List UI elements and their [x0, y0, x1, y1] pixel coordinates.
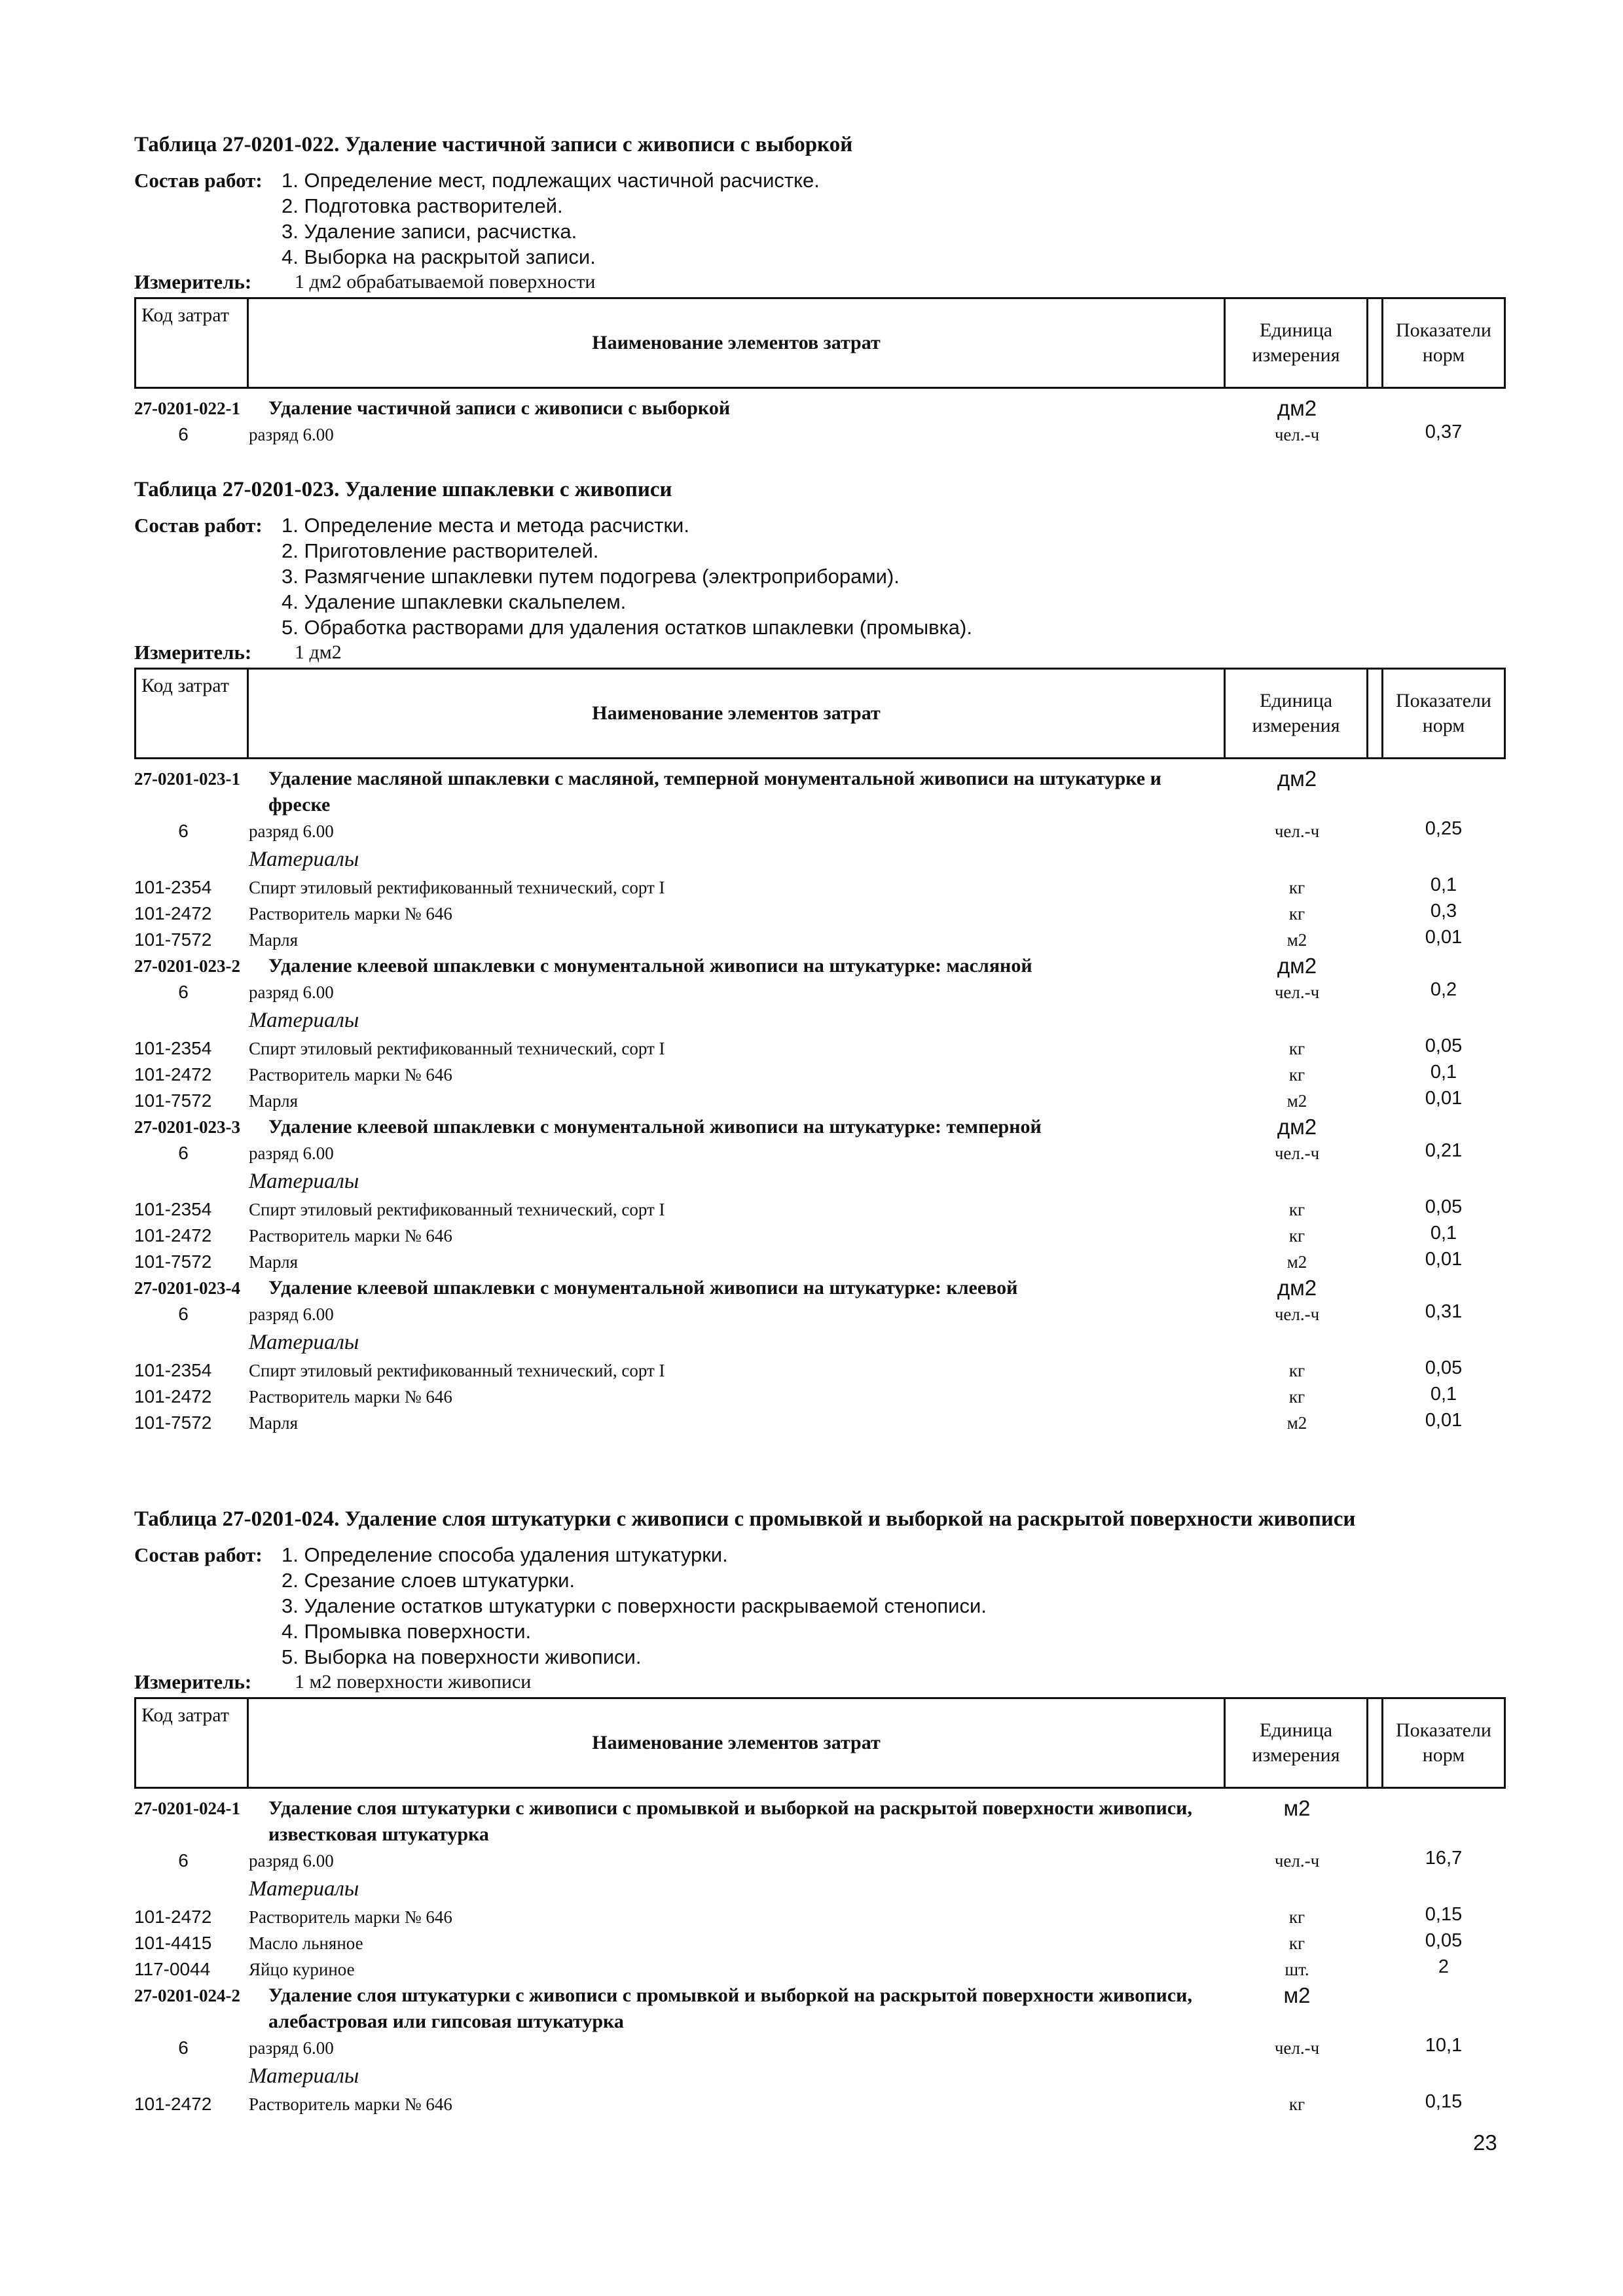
- step: 1. Определение способа удаления штукатурки.: [282, 1543, 728, 1566]
- unit: кг: [1288, 1933, 1305, 1953]
- norm-value: 0,01: [1425, 1410, 1463, 1431]
- cost-code: 27-0201-023-3: [134, 1117, 240, 1137]
- cost-code: 101-2354: [134, 877, 212, 897]
- cost-code: 27-0201-024-1: [134, 1799, 240, 1818]
- norm-value: 0,01: [1425, 1088, 1463, 1109]
- cost-element-name: Растворитель марки № 646: [249, 2094, 452, 2114]
- composition-steps: [282, 1542, 987, 1670]
- step: 2. Приготовление растворителей.: [282, 539, 599, 562]
- cost-code: 101-2472: [134, 2094, 212, 2114]
- meter: [134, 1670, 1506, 1695]
- header-unit: Единица измерения: [1226, 1699, 1368, 1787]
- meter-label: Измеритель:: [134, 1670, 252, 1693]
- cost-element-name: разряд 6.00: [249, 1304, 334, 1324]
- cost-code: 101-2472: [134, 1225, 212, 1246]
- cost-code: 101-2354: [134, 1038, 212, 1058]
- cost-element-name: Спирт этиловый ректификованный технический, сорт I: [249, 878, 665, 897]
- cost-element-name: Спирт этиловый ректификованный технический, сорт I: [249, 1200, 665, 1219]
- cost-code: 6: [178, 821, 189, 841]
- cost-code: 6: [178, 1304, 189, 1324]
- cost-code: 101-2472: [134, 1907, 212, 1927]
- cost-element-name: Яйцо куриное: [249, 1960, 355, 1979]
- work-composition: [134, 512, 1506, 640]
- unit: кг: [1288, 1200, 1305, 1219]
- unit: м2: [1286, 1252, 1307, 1272]
- composition-steps: [282, 168, 820, 270]
- cost-element-name: Удаление слоя штукатурки с живописи с промывкой и выборкой на раскрытой поверхности живописи, алебастровая или гипсовая штукатурка: [268, 1984, 1192, 2032]
- header-norm: Показатели норм: [1381, 299, 1506, 387]
- cost-element-name: Материалы: [249, 2064, 359, 2088]
- unit: дм2: [1277, 1115, 1317, 1139]
- cost-element-name: разряд 6.00: [249, 1143, 334, 1163]
- table-body: [134, 766, 1506, 1436]
- norm-value: 0,05: [1425, 1930, 1463, 1951]
- unit: шт.: [1285, 1960, 1309, 1979]
- table-row: [134, 422, 1506, 448]
- cost-element-name: Растворитель марки № 646: [249, 1065, 452, 1085]
- cost-element-name: Удаление слоя штукатурки с живописи с промывкой и выборкой на раскрытой поверхности живописи, известковая штукатурка: [268, 1797, 1192, 1845]
- table-body: [134, 395, 1506, 448]
- step: 2. Подготовка растворителей.: [282, 194, 563, 217]
- norm-value: 0,31: [1425, 1301, 1463, 1322]
- cost-element-name: Марля: [249, 1413, 299, 1433]
- table-row-materials-heading: [134, 1874, 1506, 1904]
- table-row-materials-heading: [134, 2061, 1506, 2091]
- table-row-materials-heading: [134, 844, 1506, 874]
- unit: кг: [1288, 1039, 1305, 1058]
- header-name: Наименование элементов затрат: [249, 1699, 1226, 1787]
- header-norm: Показатели норм: [1381, 1699, 1506, 1787]
- norm-value: 0,1: [1430, 1062, 1457, 1083]
- unit: дм2: [1277, 1276, 1317, 1300]
- step: 1. Определение мест, подлежащих частичной расчистке.: [282, 169, 820, 192]
- work-composition: [134, 168, 1506, 270]
- cost-code: 101-7572: [134, 1251, 212, 1272]
- step: 5. Обработка растворами для удаления остатков шпаклевки (промывка).: [282, 616, 972, 639]
- table-row: [134, 1140, 1506, 1166]
- cost-code: 6: [178, 2037, 189, 2058]
- table-title: Таблица 27-0201-023. Удаление шпаклевки с живописи: [134, 478, 672, 501]
- table-row-item: [134, 766, 1506, 818]
- unit: кг: [1288, 2094, 1305, 2114]
- table-row: [134, 1848, 1506, 1874]
- norm-value: 0,1: [1430, 874, 1457, 895]
- unit: м2: [1283, 1983, 1311, 2007]
- table-row-materials-heading: [134, 1327, 1506, 1357]
- cost-element-name: Материалы: [249, 1877, 359, 1901]
- cost-code: 6: [178, 982, 189, 1002]
- cost-element-name: Растворитель марки № 646: [249, 1226, 452, 1246]
- cost-element-name: Удаление клеевой шпаклевки с монументальной живописи на штукатурке: масляной: [268, 955, 1032, 977]
- table-row-item: [134, 1275, 1506, 1301]
- cost-element-name: Растворитель марки № 646: [249, 1907, 452, 1927]
- meter: [134, 640, 1506, 665]
- cost-element-name: Материалы: [249, 848, 359, 871]
- unit: кг: [1288, 1226, 1305, 1246]
- table-section-022: [134, 131, 1506, 448]
- table-row: [134, 818, 1506, 844]
- unit: чел.-ч: [1274, 982, 1320, 1002]
- unit: м2: [1286, 930, 1307, 950]
- cost-element-name: разряд 6.00: [249, 1851, 334, 1871]
- step: 3. Удаление записи, расчистка.: [282, 220, 577, 243]
- table-title: Таблица 27-0201-022. Удаление частичной записи с живописи с выборкой: [134, 133, 853, 156]
- meter: [134, 270, 1506, 295]
- composition-steps: [282, 512, 972, 640]
- work-composition: [134, 1542, 1506, 1670]
- header-norm: Показатели норм: [1381, 670, 1506, 757]
- meter-value: 1 дм2 обрабатываемой поверхности: [295, 271, 596, 293]
- unit: кг: [1288, 1065, 1305, 1085]
- norm-value: 2: [1438, 1956, 1450, 1977]
- cost-element-name: Масло льняное: [249, 1933, 363, 1953]
- meter-label: Измеритель:: [134, 641, 252, 664]
- unit: м2: [1286, 1413, 1307, 1433]
- cost-element-name: Удаление частичной записи с живописи с выборкой: [268, 397, 731, 419]
- cost-code: 27-0201-023-1: [134, 769, 240, 789]
- table-row: [134, 1062, 1506, 1088]
- cost-code: 101-7572: [134, 1412, 212, 1433]
- norm-value: 0,2: [1430, 979, 1457, 1000]
- norm-value: 0,21: [1425, 1140, 1463, 1161]
- table-row: [134, 1410, 1506, 1436]
- norm-value: 0,05: [1425, 1035, 1463, 1056]
- table-row: [134, 1384, 1506, 1410]
- norm-value: 10,1: [1425, 2035, 1463, 2056]
- cost-element-name: разряд 6.00: [249, 425, 334, 444]
- table-header: [134, 297, 1506, 389]
- table-row-item: [134, 953, 1506, 979]
- step: 3. Размягчение шпаклевки путем подогрева (электроприборами).: [282, 565, 900, 588]
- cost-element-name: Материалы: [249, 1170, 359, 1193]
- cost-code: 6: [178, 424, 189, 444]
- unit: чел.-ч: [1274, 1143, 1320, 1163]
- cost-element-name: разряд 6.00: [249, 982, 334, 1002]
- cost-element-name: разряд 6.00: [249, 821, 334, 841]
- table-row-materials-heading: [134, 1005, 1506, 1035]
- table-title: Таблица 27-0201-024. Удаление слоя штукатурки с живописи с промывкой и выборкой на раскрытой поверхности живописи: [134, 1507, 1356, 1531]
- table-row: [134, 2091, 1506, 2117]
- table-header: [134, 1697, 1506, 1789]
- step: 4. Выборка на раскрытой записи.: [282, 245, 596, 268]
- table-row: [134, 1223, 1506, 1249]
- unit: м2: [1283, 1796, 1311, 1820]
- norm-value: 0,01: [1425, 1249, 1463, 1270]
- table-row: [134, 1301, 1506, 1327]
- cost-element-name: Удаление клеевой шпаклевки с монументальной живописи на штукатурке: темперной: [268, 1116, 1042, 1138]
- unit: кг: [1288, 878, 1305, 897]
- norm-value: 0,05: [1425, 1357, 1463, 1378]
- cost-code: 27-0201-023-4: [134, 1278, 240, 1298]
- step: 4. Промывка поверхности.: [282, 1620, 532, 1643]
- norm-value: 16,7: [1425, 1848, 1463, 1869]
- cost-element-name: Марля: [249, 1252, 299, 1272]
- composition-label: Состав работ:: [134, 514, 263, 537]
- cost-element-name: Марля: [249, 1091, 299, 1111]
- step: 2. Срезание слоев штукатурки.: [282, 1569, 575, 1592]
- header-code: Код затрат: [134, 299, 249, 387]
- unit: дм2: [1277, 396, 1317, 420]
- meter-value: 1 м2 поверхности живописи: [295, 1671, 532, 1693]
- cost-element-name: разряд 6.00: [249, 2038, 334, 2058]
- unit: кг: [1288, 1361, 1305, 1380]
- step: 5. Выборка на поверхности живописи.: [282, 1645, 642, 1668]
- cost-code: 101-7572: [134, 929, 212, 950]
- table-row: [134, 1035, 1506, 1062]
- header-unit: Единица измерения: [1226, 299, 1368, 387]
- composition-label: Состав работ:: [134, 1543, 263, 1566]
- cost-code: 101-7572: [134, 1090, 212, 1111]
- table-header: [134, 668, 1506, 759]
- header-name: Наименование элементов затрат: [249, 299, 1226, 387]
- table-row: [134, 1088, 1506, 1114]
- table-row: [134, 1904, 1506, 1930]
- unit: чел.-ч: [1274, 1304, 1320, 1324]
- table-row: [134, 1930, 1506, 1956]
- table-row-item: [134, 1114, 1506, 1140]
- unit: кг: [1288, 1907, 1305, 1927]
- header-name: Наименование элементов затрат: [249, 670, 1226, 757]
- cost-code: 101-2472: [134, 1064, 212, 1085]
- header-code: Код затрат: [134, 1699, 249, 1787]
- unit: м2: [1286, 1091, 1307, 1111]
- cost-element-name: Материалы: [249, 1331, 359, 1354]
- norm-value: 0,05: [1425, 1196, 1463, 1217]
- step: 1. Определение места и метода расчистки.: [282, 514, 689, 537]
- table-row-item: [134, 1795, 1506, 1848]
- cost-element-name: Растворитель марки № 646: [249, 1387, 452, 1407]
- page-number: 23: [1473, 2130, 1497, 2155]
- cost-code: 101-2472: [134, 1386, 212, 1407]
- table-row: [134, 2035, 1506, 2061]
- cost-element-name: Растворитель марки № 646: [249, 904, 452, 924]
- unit: кг: [1288, 1387, 1305, 1407]
- cost-element-name: Спирт этиловый ректификованный технический, сорт I: [249, 1361, 665, 1380]
- cost-code: 27-0201-023-2: [134, 956, 240, 976]
- norm-value: 0,37: [1425, 422, 1463, 442]
- table-body: [134, 1795, 1506, 2117]
- unit: чел.-ч: [1274, 1851, 1320, 1871]
- unit: чел.-ч: [1274, 821, 1320, 841]
- cost-code: 6: [178, 1850, 189, 1871]
- table-section-023: [134, 476, 1506, 1436]
- cost-code: 117-0044: [134, 1959, 211, 1979]
- norm-value: 0,01: [1425, 927, 1463, 948]
- cost-code: 101-4415: [134, 1933, 212, 1953]
- unit: дм2: [1277, 954, 1317, 978]
- meter-label: Измеритель:: [134, 270, 252, 293]
- table-row-materials-heading: [134, 1166, 1506, 1196]
- cost-code: 6: [178, 1143, 189, 1163]
- step: 4. Удаление шпаклевки скальпелем.: [282, 590, 627, 613]
- composition-label: Состав работ:: [134, 169, 263, 192]
- unit: кг: [1288, 904, 1305, 924]
- meter-value: 1 дм2: [295, 641, 342, 663]
- norm-value: 0,1: [1430, 1223, 1457, 1244]
- norm-value: 0,15: [1425, 2091, 1463, 2112]
- table-row: [134, 979, 1506, 1005]
- cost-element-name: Удаление масляной шпаклевки с масляной, темперной монументальной живописи на штукатурке и фреске: [268, 768, 1161, 816]
- cost-element-name: Спирт этиловый ректификованный технический, сорт I: [249, 1039, 665, 1058]
- cost-code: 101-2354: [134, 1360, 212, 1380]
- table-row-item: [134, 1982, 1506, 2035]
- cost-element-name: Материалы: [249, 1009, 359, 1032]
- header-unit: Единица измерения: [1226, 670, 1368, 757]
- cost-code: 27-0201-024-2: [134, 1986, 240, 2005]
- norm-value: 0,1: [1430, 1384, 1457, 1405]
- table-section-024: [134, 1505, 1506, 2117]
- norm-value: 0,15: [1425, 1904, 1463, 1925]
- cost-code: 101-2472: [134, 903, 212, 924]
- table-row: [134, 927, 1506, 953]
- step: 3. Удаление остатков штукатурки с поверхности раскрываемой стенописи.: [282, 1594, 987, 1617]
- cost-element-name: Удаление клеевой шпаклевки с монументальной живописи на штукатурке: клеевой: [268, 1277, 1018, 1299]
- norm-value: 0,25: [1425, 818, 1463, 839]
- table-row: [134, 1196, 1506, 1223]
- table-row: [134, 1249, 1506, 1275]
- unit: чел.-ч: [1274, 425, 1320, 444]
- unit: чел.-ч: [1274, 2038, 1320, 2058]
- unit: дм2: [1277, 766, 1317, 791]
- header-code: Код затрат: [134, 670, 249, 757]
- table-row: [134, 1956, 1506, 1982]
- table-row: [134, 874, 1506, 901]
- table-row: [134, 901, 1506, 927]
- cost-element-name: Марля: [249, 930, 299, 950]
- cost-code: 27-0201-022-1: [134, 399, 240, 418]
- norm-value: 0,3: [1430, 901, 1457, 922]
- table-row: [134, 1357, 1506, 1384]
- table-row-item: [134, 395, 1506, 422]
- cost-code: 101-2354: [134, 1199, 212, 1219]
